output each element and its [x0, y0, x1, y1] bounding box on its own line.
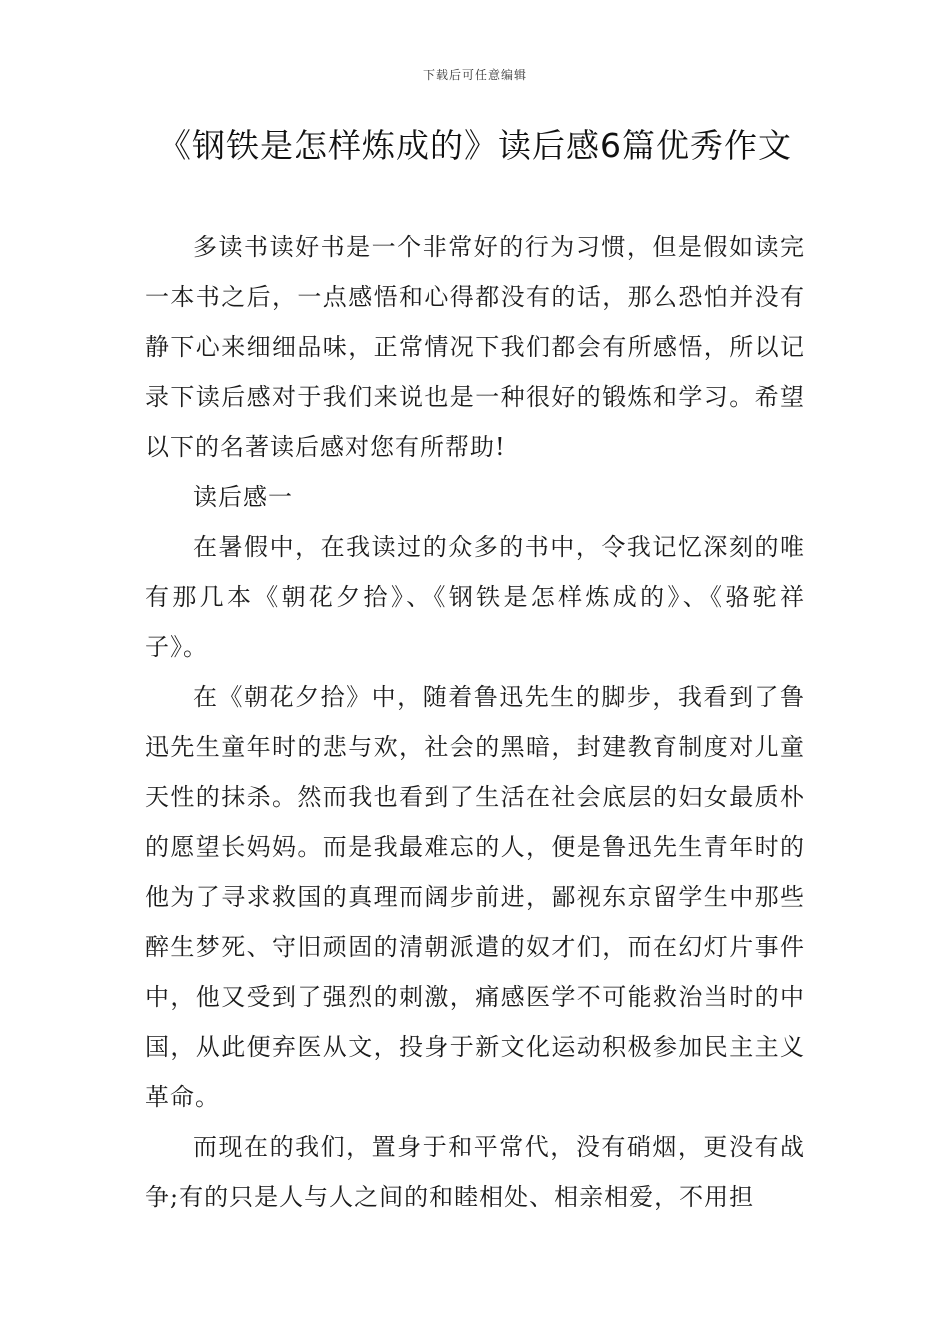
- document-body: [145, 222, 805, 1222]
- paragraph-intro: 多读书读好书是一个非常好的行为习惯，但是假如读完一本书之后，一点感悟和心得都没有的话，那么恐怕并没有静下心来细细品味，正常情况下我们都会有所感悟，所以记录下读后感对于我们来说也是一种很好的锻炼和学习。希望以下的名著读后感对您有所帮助!: [145, 233, 805, 461]
- header-note: 下载后可任意编辑: [422, 68, 527, 82]
- document-title: 《钢铁是怎样炼成的》读后感6篇优秀作文: [158, 126, 792, 165]
- paragraph: 在《朝花夕拾》中，随着鲁迅先生的脚步，我看到了鲁迅先生童年时的悲与欢，社会的黑暗，封建教育制度对儿童天性的抹杀。然而我也看到了生活在社会底层的妇女最质朴的愿望长妈妈。而是我最难忘的人，便是鲁迅先生青年时的他为了寻求救国的真理而阔步前进，鄙视东京留学生中那些醉生梦死、守旧顽固的清朝派遣的奴才们，而在幻灯片事件中，他又受到了强烈的刺激，痛感医学不可能救治当时的中国，从此便弃医从文，投身于新文化运动积极参加民主主义革命。: [145, 683, 805, 1111]
- section-heading: 读后感一: [193, 483, 293, 511]
- paragraph: 在暑假中，在我读过的众多的书中，令我记忆深刻的唯有那几本《朝花夕拾》、《钢铁是怎样炼成的》、《骆驼祥子》。: [145, 533, 805, 661]
- paragraph: 而现在的我们，置身于和平常代，没有硝烟，更没有战争;有的只是人与人之间的和睦相处、相亲相爱，不用担: [145, 1133, 805, 1211]
